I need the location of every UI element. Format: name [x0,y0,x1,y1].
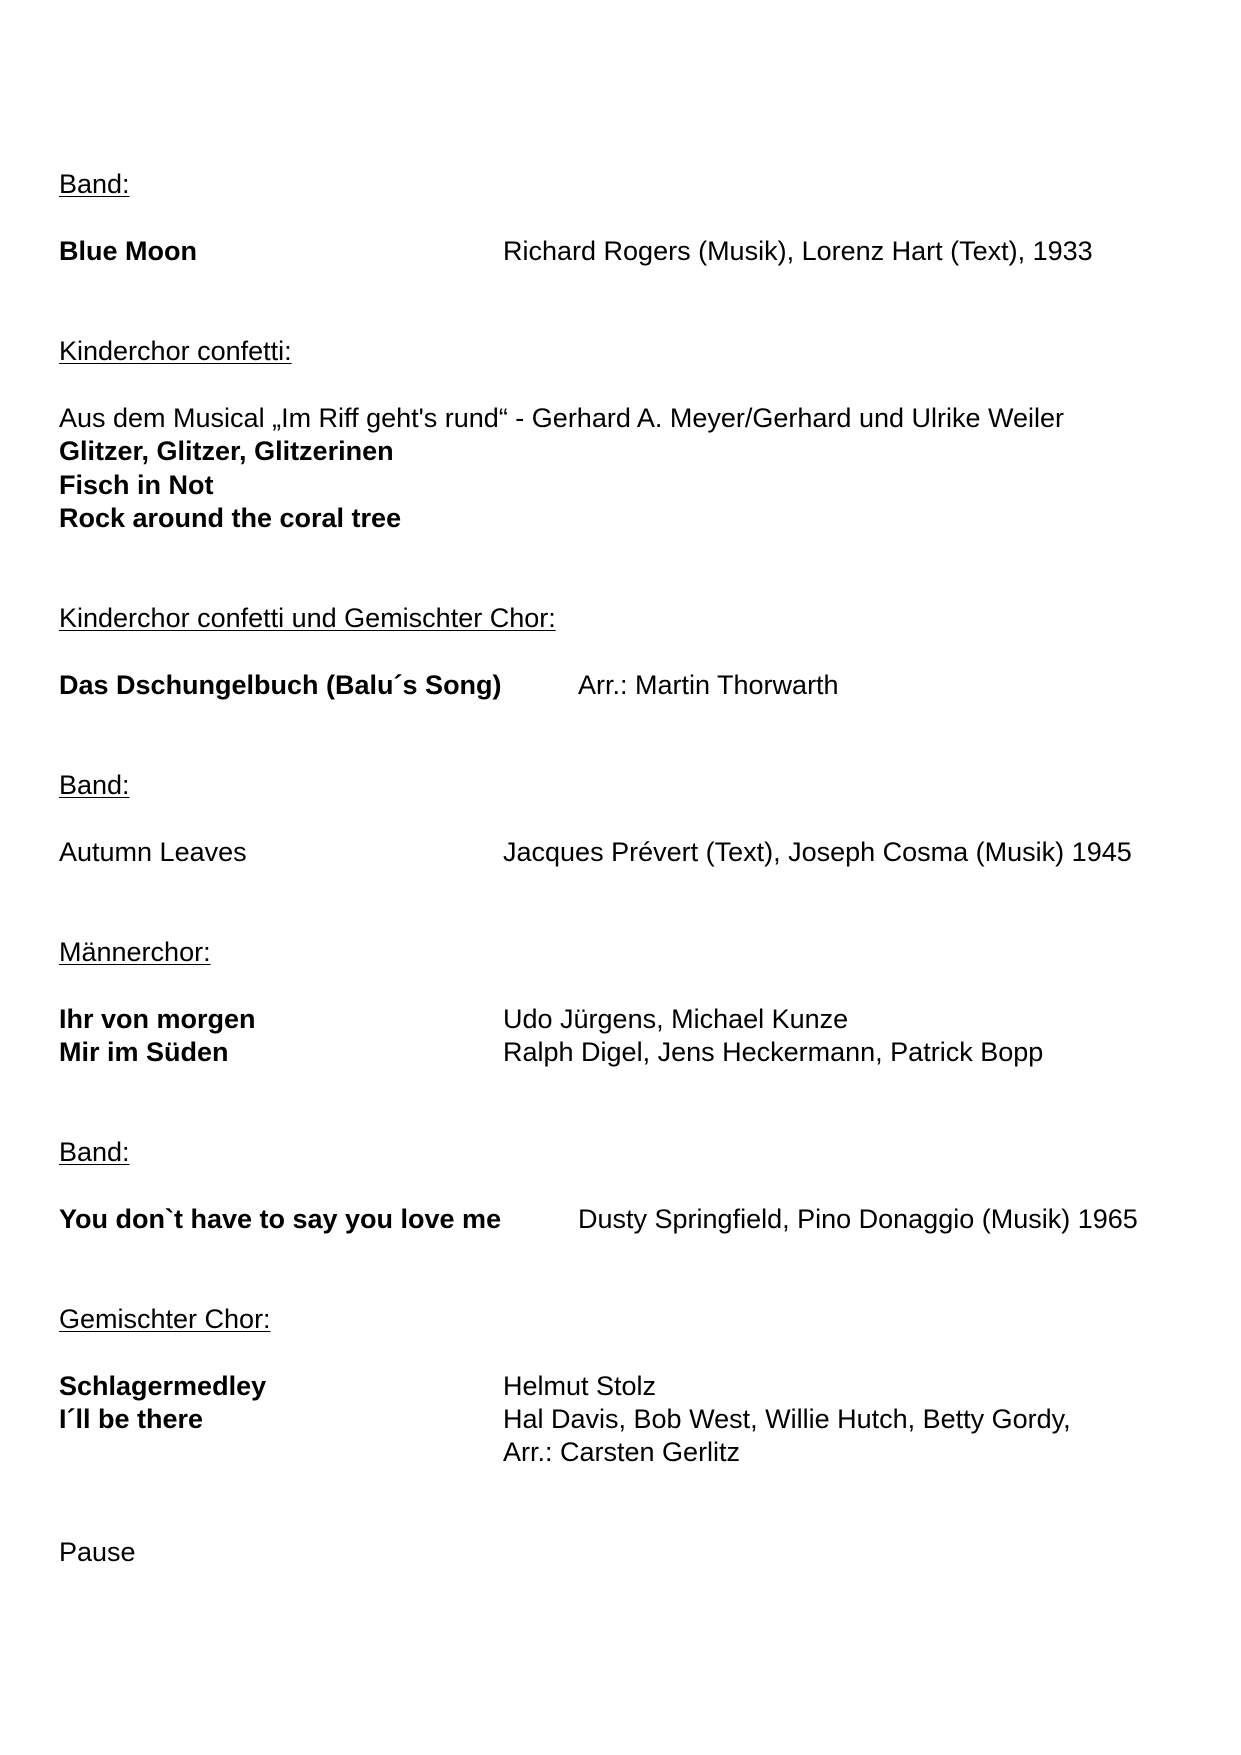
song-title: Autumn Leaves [59,837,247,867]
song-title: You don`t have to say you love me [59,1204,502,1234]
song-credit: Arr.: Martin Thorwarth [578,670,839,700]
song-credit: Ralph Digel, Jens Heckermann, Patrick Bopp [503,1037,1044,1067]
song-credit: Helmut Stolz [503,1371,657,1401]
section-heading-gemischter-chor: Gemischter Chor: [59,1304,271,1334]
section-heading-maennerchor: Männerchor: [59,937,211,967]
section-heading-band: Band: [59,1137,130,1167]
song-credit: Udo Jürgens, Michael Kunze [503,1004,849,1034]
pause-label: Pause [59,1537,136,1567]
musical-intro: Aus dem Musical „Im Riff geht's rund“ - Gerhard A. Meyer/Gerhard und Ulrike Weiler [59,403,1065,433]
song-credit: Richard Rogers (Musik), Lorenz Hart (Text), 1933 [503,236,1093,266]
song-title: Glitzer, Glitzer, Glitzerinen [59,436,394,466]
song-arranger: Arr.: Carsten Gerlitz [503,1437,741,1467]
song-title: Das Dschungelbuch (Balu´s Song) [59,670,502,700]
section-heading-band: Band: [59,770,130,800]
section-heading-band: Band: [59,169,130,199]
song-title: Mir im Süden [59,1037,229,1067]
song-title: Ihr von morgen [59,1004,256,1034]
song-credit: Dusty Springfield, Pino Donaggio (Musik) 1965 [578,1204,1138,1234]
song-title: Rock around the coral tree [59,503,402,533]
song-title: I´ll be there [59,1404,204,1434]
section-heading-kinderchor-gemischt: Kinderchor confetti und Gemischter Chor: [59,603,556,633]
section-heading-kinderchor: Kinderchor confetti: [59,336,292,366]
song-credit: Hal Davis, Bob West, Willie Hutch, Betty Gordy, [503,1404,1071,1434]
song-title: Blue Moon [59,236,197,266]
song-title: Schlagermedley [59,1371,267,1401]
song-credit: Jacques Prévert (Text), Joseph Cosma (Musik) 1945 [503,837,1132,867]
song-title: Fisch in Not [59,470,214,500]
